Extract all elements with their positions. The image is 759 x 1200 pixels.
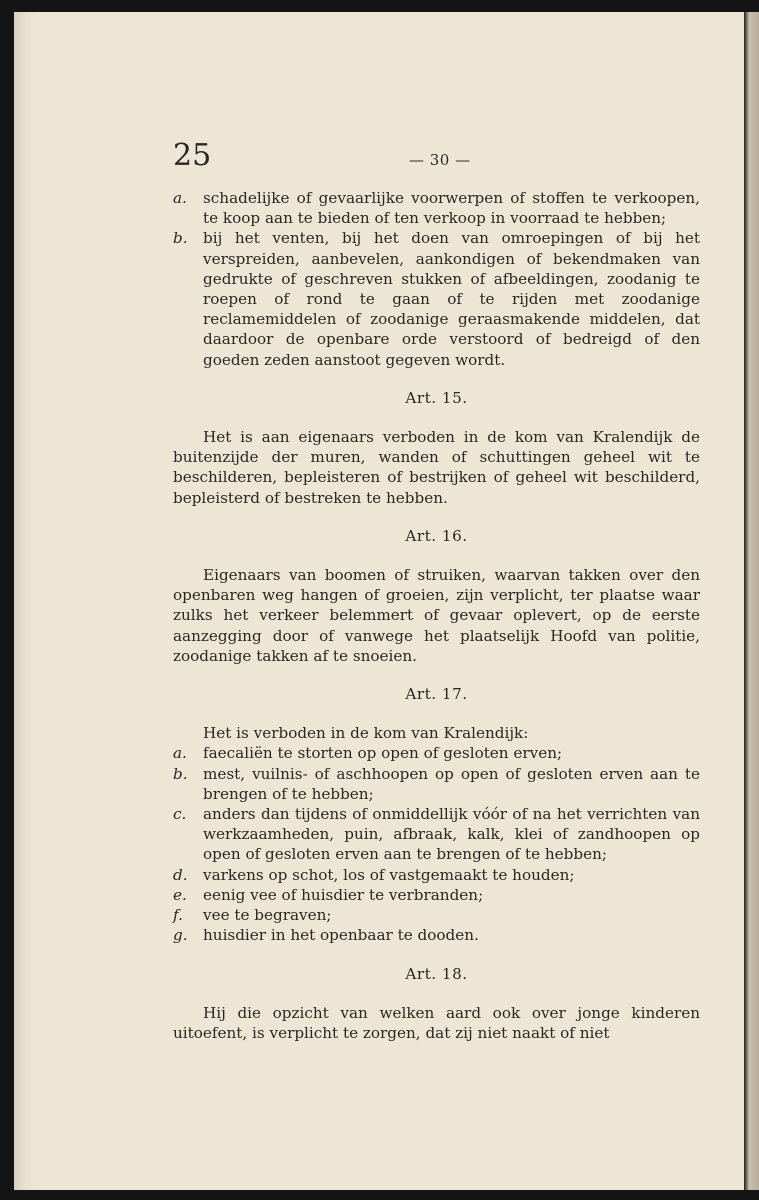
list-marker: g. [173, 926, 188, 945]
list-item [173, 764, 700, 804]
list-item [173, 925, 700, 945]
list-text: anders dan tijdens of onmiddellijk vóór of na het verrichten van werkzaamheden, puin, afbraak, kalk, klei of zandhoopen op open of gesloten erven aan te brengen of te hebben; [203, 805, 700, 864]
list-marker: e. [173, 885, 187, 904]
adjacent-page-edge [744, 12, 759, 1190]
list-item [173, 188, 700, 228]
list-text: bij het venten, bij het doen van omroepingen of bij het verspreiden, aanbevelen, aankondigen of bekendmaken van gedrukte of geschreven stukken of afbeeldingen, zoodanig te roepen of rond te gaan of te rijden met zoodanige reclamemiddelen of zoodanige geraasmakende middelen, dat daardoor de openbare orde verstoord of bedreigd of den goeden zeden aanstoot gegeven wordt. [203, 229, 700, 369]
article-heading-15: Art. 15. [405, 388, 468, 407]
article-list-17 [173, 743, 700, 945]
page-header [173, 138, 700, 180]
list-text: vee te begraven; [203, 906, 332, 925]
list-marker: b. [173, 229, 188, 248]
article-heading-16: Art. 16. [405, 526, 468, 545]
list-item [173, 804, 700, 865]
list-item [173, 905, 700, 925]
list-item [173, 865, 700, 885]
list-marker: c. [173, 805, 187, 824]
list-text: eenig vee of huisdier te verbranden; [203, 885, 484, 904]
article-heading-17: Art. 17. [405, 685, 468, 704]
article-text-16: Eigenaars van boomen of struiken, waarvan takken over den openbaren weg hangen of groeien, zijn verplicht, ter plaatse waar zulks het verkeer belemmert of gevaar oplevert, op de eerste aanzegging door of vanwege het plaatselijk Hoofd van politie, zoodanige takken af te snoeien. [173, 566, 700, 665]
page-number: — 30 — [409, 151, 471, 169]
list-marker: a. [173, 189, 187, 207]
list-text: faecaliën te storten op open of gesloten erven; [203, 744, 563, 763]
list-top [173, 188, 700, 370]
article-heading-18: Art. 18. [405, 964, 468, 983]
list-text: huisdier in het openbaar te dooden. [203, 926, 479, 945]
list-item [173, 228, 700, 369]
article-intro-17: Het is verboden in de kom van Kralendijk: [203, 724, 529, 743]
list-item [173, 885, 700, 905]
list-marker: f. [173, 906, 183, 925]
chapter-number: 25 [173, 138, 212, 173]
list-marker: d. [173, 865, 188, 884]
list-marker: b. [173, 764, 188, 783]
list-text: mest, vuilnis- of aschhoopen op open of gesloten erven aan te brengen of te hebben; [203, 764, 700, 803]
list-marker: a. [173, 744, 187, 763]
page-content [173, 138, 700, 1043]
article-text-15: Het is aan eigenaars verboden in de kom van Kralendijk de buitenzijde der muren, wanden of schuttingen geheel wit te beschilderen, bepleisteren of bestrijken of geheel wit beschilderd, bepleisterd of bestreken te hebben. [173, 428, 700, 507]
list-item [173, 743, 700, 763]
list-text: schadelijke of gevaarlijke voorwerpen of stoffen te verkoopen, te koop aan te bieden of ten verkoop in voorraad te hebben; [203, 189, 700, 228]
article-text-18: Hij die opzicht van welken aard ook over jonge kinderen uitoefent, is verplicht te zorgen, dat zij niet naakt of niet [173, 1003, 700, 1042]
list-text: varkens op schot, los of vastgemaakt te houden; [203, 865, 575, 884]
